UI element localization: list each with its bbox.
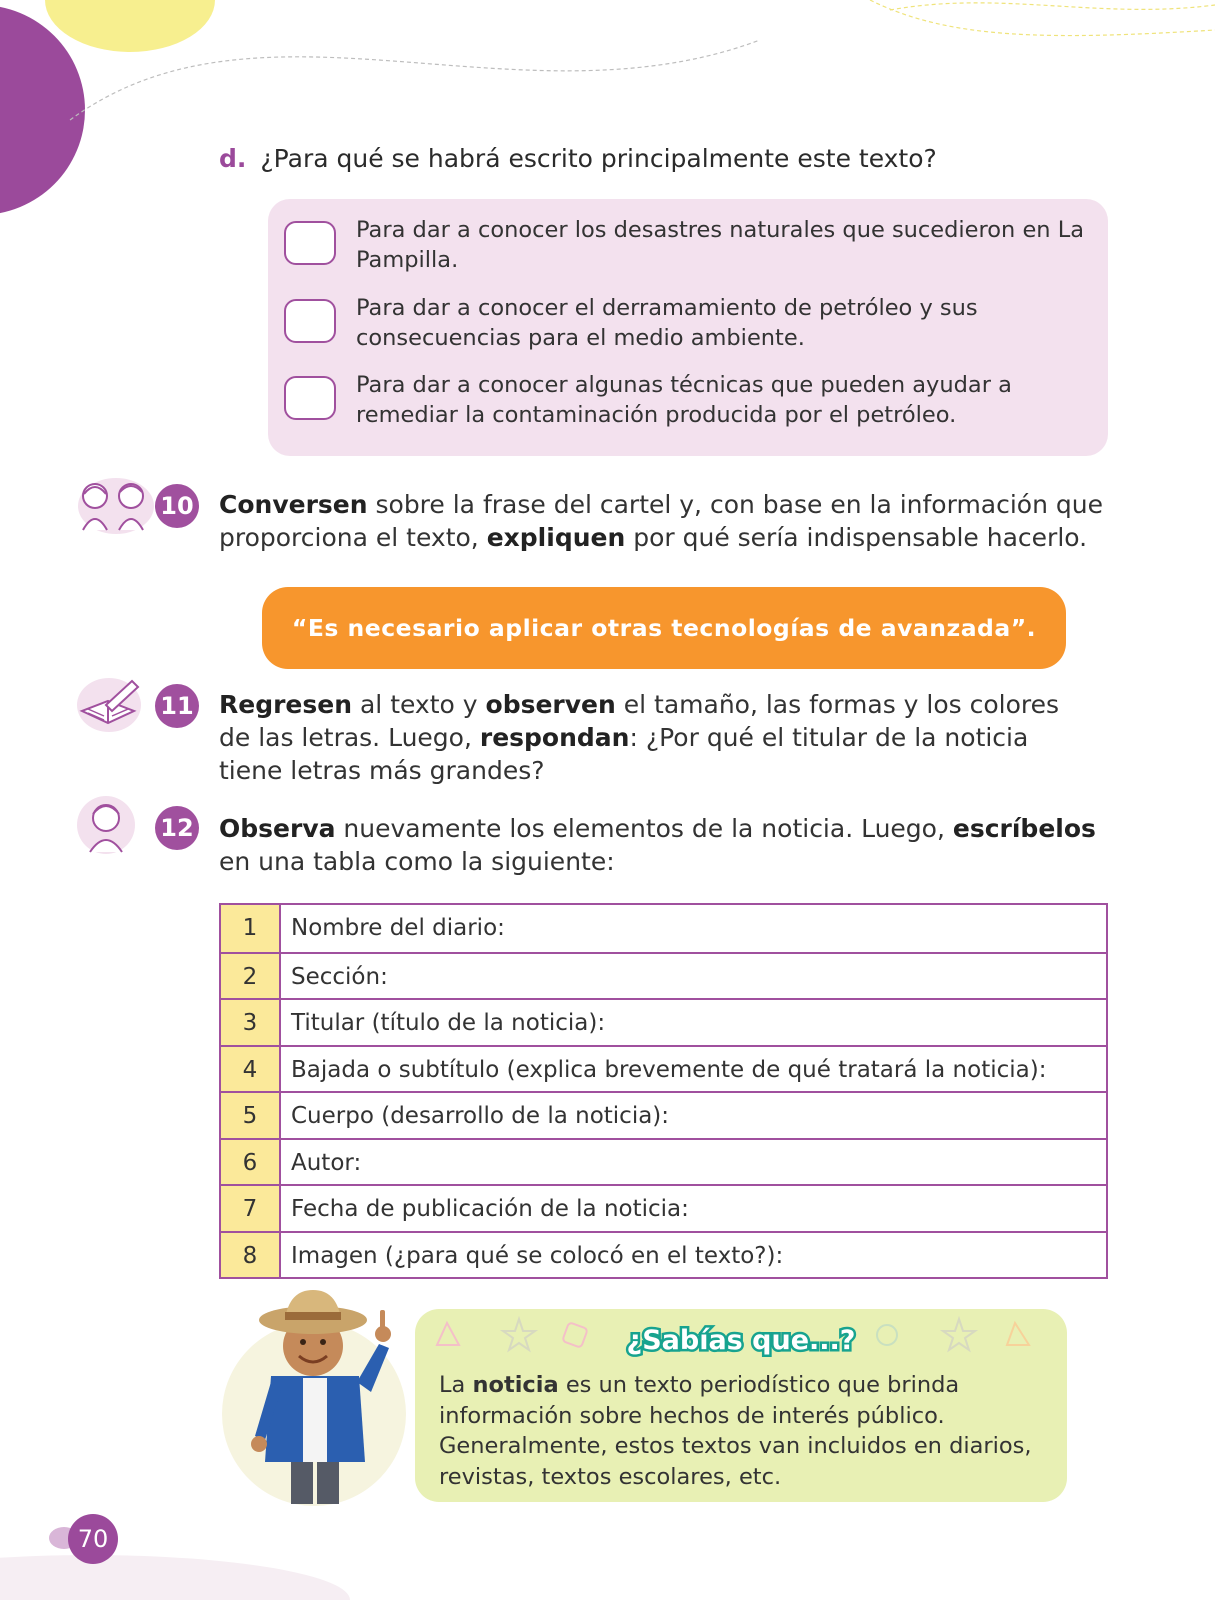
table-row [221,1231,1106,1278]
table-row [221,905,1106,952]
keyword: Observa [219,814,336,843]
row-label: Imagen (¿para qué se colocó en el texto?): [291,1242,784,1269]
table-row [221,998,1106,1045]
table-row [221,1045,1106,1092]
row-label: Sección: [291,963,388,990]
option-text: Para dar a conocer los desastres naturales que sucedieron en La Pampilla. [356,217,1085,273]
question-d [219,144,937,173]
option-checkbox[interactable] [284,221,336,265]
keyword: expliquen [486,523,626,552]
row-label: Autor: [291,1149,362,1176]
item-11-text [219,688,1094,787]
keyword: Conversen [219,490,368,519]
option-checkbox[interactable] [284,299,336,343]
text-span: es un texto periodístico que brinda información sobre hechos de interés público. Generalmente, estos textos van incluidos en diarios, revistas, textos escolares, etc. [439,1372,1032,1490]
option-text: Para dar a conocer algunas técnicas que pueden ayudar a remediar la contaminación producida por el petróleo. [356,372,1012,428]
text-span: nuevamente los elementos de la noticia. Luego, [335,814,953,843]
item-10-text [219,488,1109,554]
quote-banner: “Es necesario aplicar otras tecnologías de avanzada”. [262,587,1066,669]
did-you-know-box [415,1309,1067,1502]
text-span: el tamaño, las formas y los colores de las letras. Luego, [219,690,1060,752]
question-letter: d. [219,144,247,173]
two-children-icon [76,474,154,534]
did-you-know-title: ¿Sabías que...? [626,1325,856,1356]
row-number: 7 [221,1186,281,1231]
option-checkbox[interactable] [284,376,336,420]
keyword: respondan [479,723,630,752]
item-12-text [219,812,1109,878]
text-span: en una tabla como la siguiente: [219,847,615,876]
row-number: 5 [221,1093,281,1138]
row-number: 3 [221,1000,281,1045]
row-label: Titular (título de la noticia): [291,1010,606,1036]
table-row [221,1091,1106,1138]
row-number: 4 [221,1047,281,1092]
keyword: escríbelos [952,814,1096,843]
table-row [221,1138,1106,1185]
item-number-badge: 10 [155,484,199,528]
keyword: observen [485,690,616,719]
item-number-badge: 11 [155,684,199,728]
row-number: 6 [221,1140,281,1185]
text-span: al texto y [352,690,486,719]
page-number: 70 [68,1514,118,1564]
text-span: sobre la frase del cartel y, con base en la información que proporciona el texto, [219,490,1103,552]
row-number: 2 [221,954,281,999]
item-number-badge: 12 [155,806,199,850]
row-number: 1 [221,905,281,952]
table-row [221,1184,1106,1231]
text-span: por qué sería indispensable hacerlo. [625,523,1088,552]
row-label: Bajada o subtítulo (explica brevemente de qué tratará la noticia): [291,1056,1047,1083]
row-label: Cuerpo (desarrollo de la noticia): [291,1103,670,1129]
question-text: ¿Para qué se habrá escrito principalmente este texto? [260,144,937,173]
row-label: Fecha de publicación de la noticia: [291,1196,689,1222]
table-row [221,952,1106,999]
row-number: 8 [221,1233,281,1278]
did-you-know-text [439,1370,1049,1492]
text-span: La [439,1372,473,1398]
book-pencil-icon [76,675,142,733]
keyword: noticia [472,1372,559,1398]
farmer-pointing-icon [219,1286,409,1508]
child-icon [76,794,136,856]
options-box [268,199,1108,456]
keyword: Regresen [219,690,353,719]
row-label: Nombre del diario: [291,915,505,941]
option-text: Para dar a conocer el derramamiento de petróleo y sus consecuencias para el medio ambiente. [356,295,978,351]
news-elements-table [219,903,1108,1279]
text-span: : ¿Por qué el titular de la noticia tiene letras más grandes? [219,723,1029,785]
